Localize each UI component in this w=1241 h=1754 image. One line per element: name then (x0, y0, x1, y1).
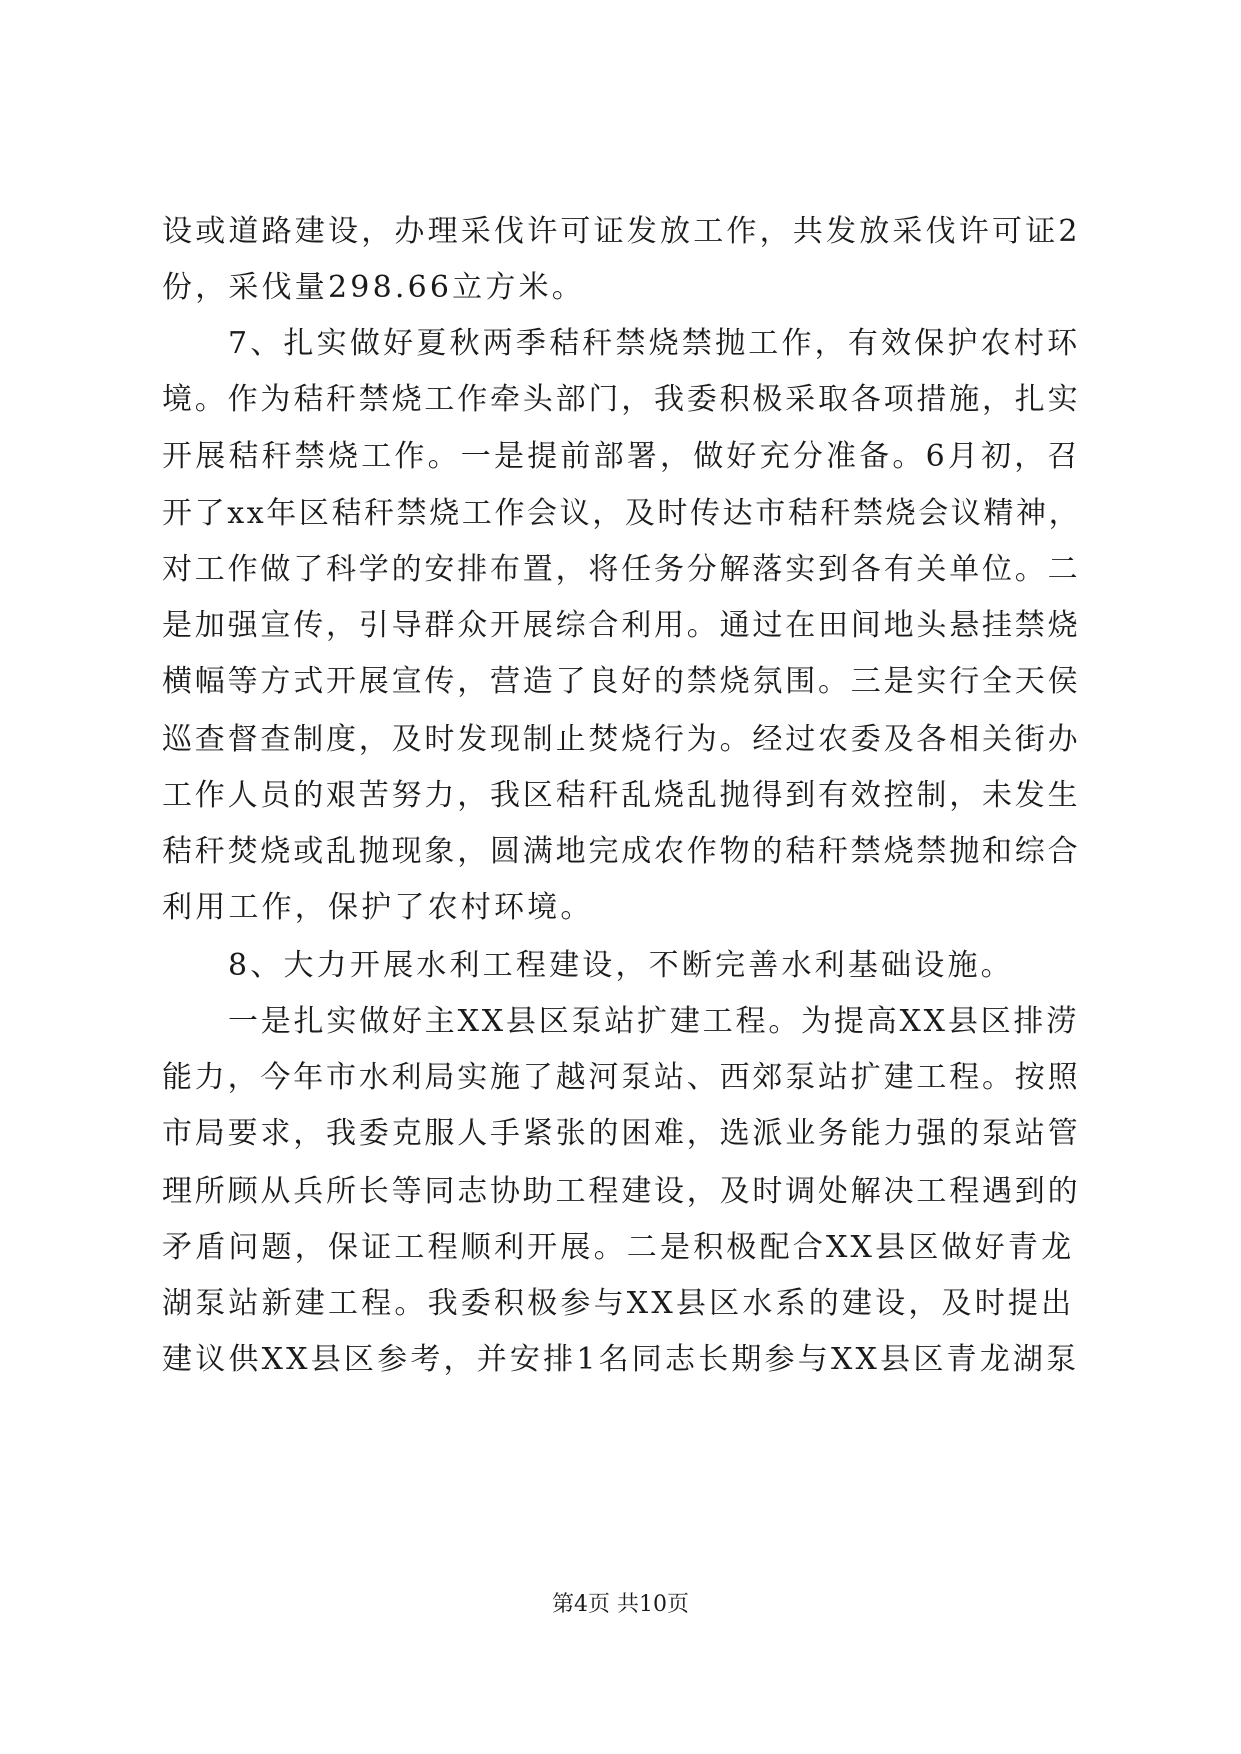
text-line: 理所顾从兵所长等同志协助工程建设，及时调处解决工程遇到的 (162, 1174, 1081, 1209)
text-line: 设或道路建设，办理采伐许可证发放工作，共发放采伐许可证2 (162, 214, 1081, 249)
text-line: 横幅等方式开展宣传，营造了良好的禁烧氛围。三是实行全天侯 (162, 664, 1081, 699)
text-line: 开展秸秆禁烧工作。一是提前部署，做好充分准备。6月初，召 (162, 439, 1081, 474)
text-line: 建议供XX县区参考，并安排1名同志长期参与XX县区青龙湖泵 (162, 1342, 1080, 1377)
text-line: 湖泵站新建工程。我委积极参与XX县区水系的建设，及时提出 (162, 1286, 1075, 1321)
page-number-footer: 第4页 共10页 (552, 1592, 689, 1617)
text-line: 开了xx年区秸秆禁烧工作会议，及时传达市秸秆禁烧会议精神， (162, 496, 1082, 531)
text-line: 对工作做了科学的安排布置，将任务分解落实到各有关单位。二 (162, 552, 1081, 587)
text-line: 利用工作，保护了农村环境。 (162, 890, 594, 925)
text-line: 7、扎实做好夏秋两季秸秆禁烧禁抛工作，有效保护农村环 (228, 326, 1081, 361)
text-line: 工作人员的艰苦努力，我区秸秆乱烧乱抛得到有效控制，未发生 (162, 778, 1081, 813)
text-line: 能力，今年市水利局实施了越河泵站、西郊泵站扩建工程。按照 (162, 1060, 1081, 1095)
text-line: 8、大力开展水利工程建设，不断完善水利基础设施。 (228, 948, 1014, 983)
text-line: 境。作为秸秆禁烧工作牵头部门，我委积极采取各项措施，扎实 (162, 382, 1081, 417)
text-line: 一是扎实做好主XX县区泵站扩建工程。为提高XX县区排涝 (228, 1004, 1080, 1039)
text-line: 秸秆焚烧或乱抛现象，圆满地完成农作物的秸秆禁烧禁抛和综合 (162, 834, 1081, 869)
text-line: 是加强宣传，引导群众开展综合利用。通过在田间地头悬挂禁烧 (162, 608, 1081, 643)
text-line: 巡查督查制度，及时发现制止焚烧行为。经过农委及各相关街办 (162, 722, 1081, 757)
text-line: 市局要求，我委克服人手紧张的困难，选派业务能力强的泵站管 (162, 1116, 1081, 1151)
text-line: 矛盾问题，保证工程顺利开展。二是积极配合XX县区做好青龙 (162, 1230, 1075, 1265)
text-line: 份，采伐量298.66立方米。 (162, 270, 585, 305)
